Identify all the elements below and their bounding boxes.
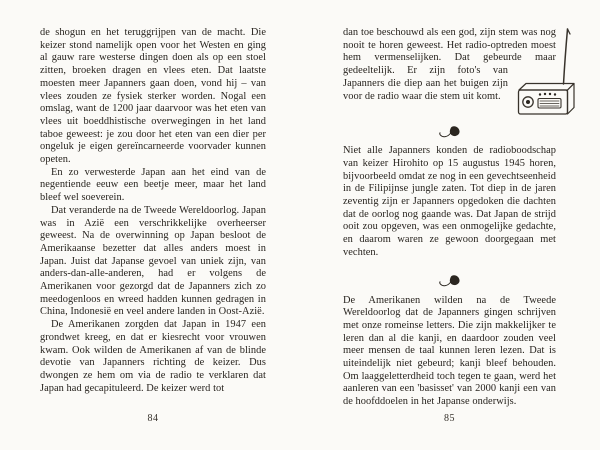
left-paragraph-3: Dat veranderde na de Tweede Wereldoorlog. Japan was in Azië een verschrikkelijke overheerser geweest. Na de overwinning op Japan besloot de Amerikaanse bezetter dat alles anders moest in Japan. Juist dat Japanse gevoel van uniek zijn, van anders-dan-alle-anderen, had er volgens de Amerikanen voor gezorgd dat de Japanners zich zo meedogenloos en wreed hadden kunnen gedragen in China, Indonesië en veel andere landen in Oost-Azië. xyxy=(40,204,266,318)
left-page-text-block xyxy=(40,27,266,395)
left-paragraph-2: En zo verwesterde Japan aan het eind van de negentiende eeuw een beetje meer, maar het land bleef wel soeverein. xyxy=(40,166,266,204)
right-paragraph-1-before-radio: dan toe beschouwd als een god, zijn stem was nog nooit te horen geweest. Het radio-optreden moest hem vermenselijken. Dat gebeurde maar xyxy=(343,27,556,64)
right-page-number: 85 xyxy=(444,413,455,424)
right-page-text-block xyxy=(343,27,556,409)
left-paragraph-4: De Amerikanen zorgden dat Japan in 1947 een grondwet kreeg, en dat er kiesrecht voor vrouwen kwam. Ook wilden de Amerikanen af van de blinde devotie van Japanners richting de keizer. Dus dwongen ze hem om via de radio te verklaren dat Japan had gecapituleerd. De keizer werd tot xyxy=(40,319,266,394)
right-paragraph-1-beside-radio: gedeeltelijk. Er zijn foto's van Japanners die diep aan het buigen zijn voor de radio waar die stem uit komt. xyxy=(343,65,508,102)
brush-dot-ornament-icon xyxy=(343,273,556,287)
right-paragraph-2: Niet alle Japanners konden de radioboodschap van keizer Hirohito op 15 augustus 1945 horen, bijvoorbeeld omdat ze nog in een gevechtseenheid in de Filipijnse jungle zaten. Tot diep in de jaren zeventig zijn er Japanners opgedoken die dachten dat de oorlog nog gaande was. Dat Japan de strijd ooit zou opgeven, was een onmogelijke gedachte, en daarom waren ze gewoon doorgegaan met vechten. xyxy=(343,145,556,258)
left-page-number: 84 xyxy=(147,413,159,424)
right-paragraph-3: De Amerikanen wilden na de Tweede Wereldoorlog dat de Japanners gingen schrijven met onze romeinse letters. Die zijn makkelijker te leren dan al die kanji, en daardoor zouden veel meer mensen de taal kunnen leren lezen. Dat is uiteindelijk niet gebeurd; kanji bleef behouden. Om laaggeletterdheid toch tegen te gaan, werd het aanleren van een 'basisset' van 2000 kanji een van de hoofddoelen in het Japanse onderwijs. xyxy=(343,294,556,408)
left-paragraph-1: de shogun en het teruggrijpen van de macht. Die keizer stond namelijk open voor het Westen en ging al gauw rare westerse dingen doen als op een stoel zitten, broeken dragen en vlees eten. Dat laatste moesten meer Japanners gaan doen, vond hij – van vlees zouden ze fysiek sterker worden. Nogal een omslag, want de 1200 jaar daarvoor was het eten van vlees uit boeddhistische overwegingen in het land taboe geweest: je zou door het eten van een dier per ongeluk je eigen gereïncarneerde voorvader kunnen opeten. xyxy=(40,27,266,166)
brush-dot-ornament-icon xyxy=(343,124,556,138)
